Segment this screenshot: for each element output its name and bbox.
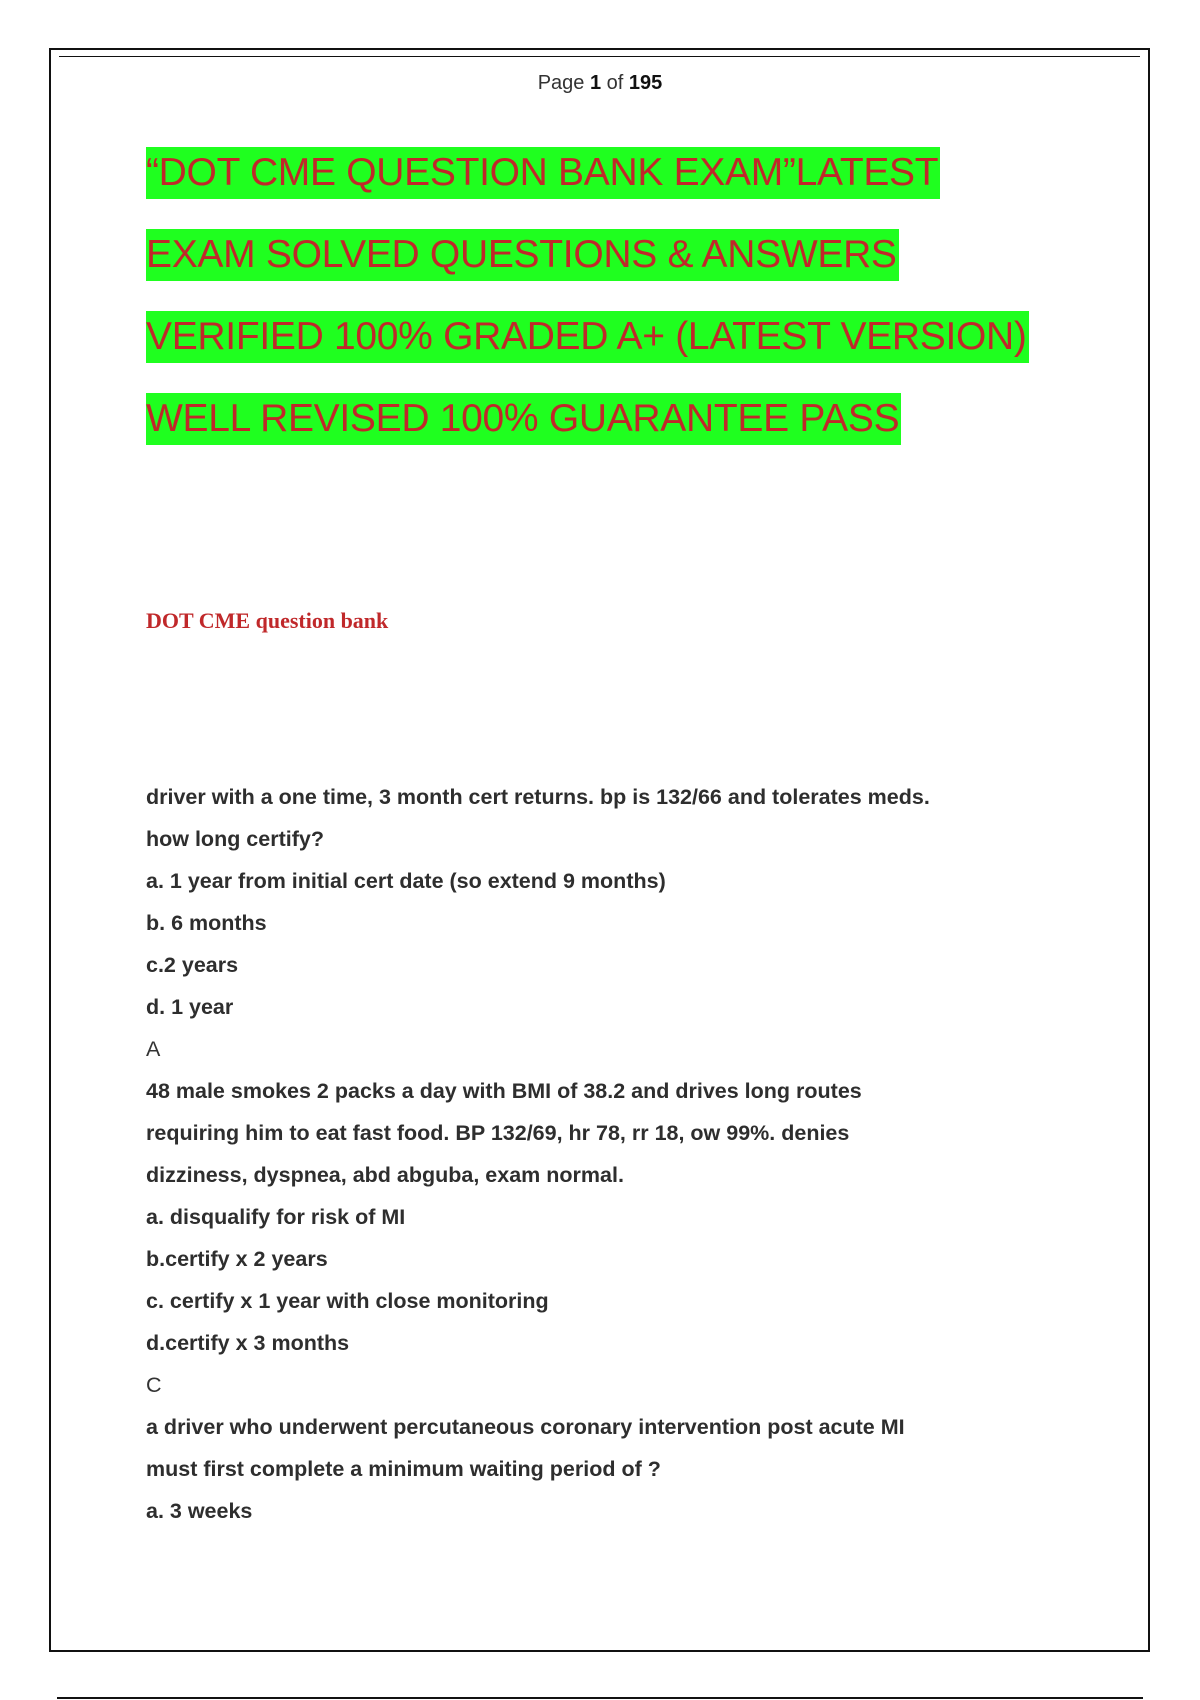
answer-option: d.certify x 3 months xyxy=(146,1331,350,1355)
page-of: of xyxy=(606,72,624,94)
question-text: 48 male smokes 2 packs a day with BMI of 38.2 and drives long routes xyxy=(146,1079,862,1103)
document-title xyxy=(146,147,1029,475)
question-text: dizziness, dyspnea, abd abguba, exam normal. xyxy=(146,1163,624,1187)
question-list xyxy=(146,776,1046,1532)
correct-answer: A xyxy=(146,1037,161,1061)
title-line: “DOT CME QUESTION BANK EXAM”LATEST xyxy=(146,147,940,199)
question-text: must first complete a minimum waiting period of ? xyxy=(146,1457,661,1481)
answer-option: a. 1 year from initial cert date (so extend 9 months) xyxy=(146,869,666,893)
title-line: EXAM SOLVED QUESTIONS & ANSWERS xyxy=(146,229,899,281)
answer-option: c.2 years xyxy=(146,953,239,977)
title-line: VERIFIED 100% GRADED A+ (LATEST VERSION) xyxy=(146,311,1029,363)
answer-option: a. 3 weeks xyxy=(146,1499,253,1523)
title-line: WELL REVISED 100% GUARANTEE PASS xyxy=(146,393,901,445)
answer-option: b. 6 months xyxy=(146,911,267,935)
answer-option: c. certify x 1 year with close monitoring xyxy=(146,1289,549,1313)
section-subtitle: DOT CME question bank xyxy=(146,608,389,633)
top-rule xyxy=(59,56,1140,57)
question-text: requiring him to eat fast food. BP 132/69, hr 78, rr 18, ow 99%. denies xyxy=(146,1121,850,1145)
question-text: a driver who underwent percutaneous coronary intervention post acute MI xyxy=(146,1415,905,1439)
bottom-rule xyxy=(57,1697,1143,1699)
answer-option: b.certify x 2 years xyxy=(146,1247,328,1271)
page-total: 195 xyxy=(628,72,663,94)
page-label: Page xyxy=(537,72,585,94)
correct-answer: C xyxy=(146,1373,162,1397)
page-current: 1 xyxy=(589,72,602,94)
question-text: driver with a one time, 3 month cert returns. bp is 132/66 and tolerates meds. xyxy=(146,785,930,809)
page-number xyxy=(0,72,1200,95)
question-text: how long certify? xyxy=(146,827,324,851)
answer-option: d. 1 year xyxy=(146,995,234,1019)
answer-option: a. disqualify for risk of MI xyxy=(146,1205,406,1229)
